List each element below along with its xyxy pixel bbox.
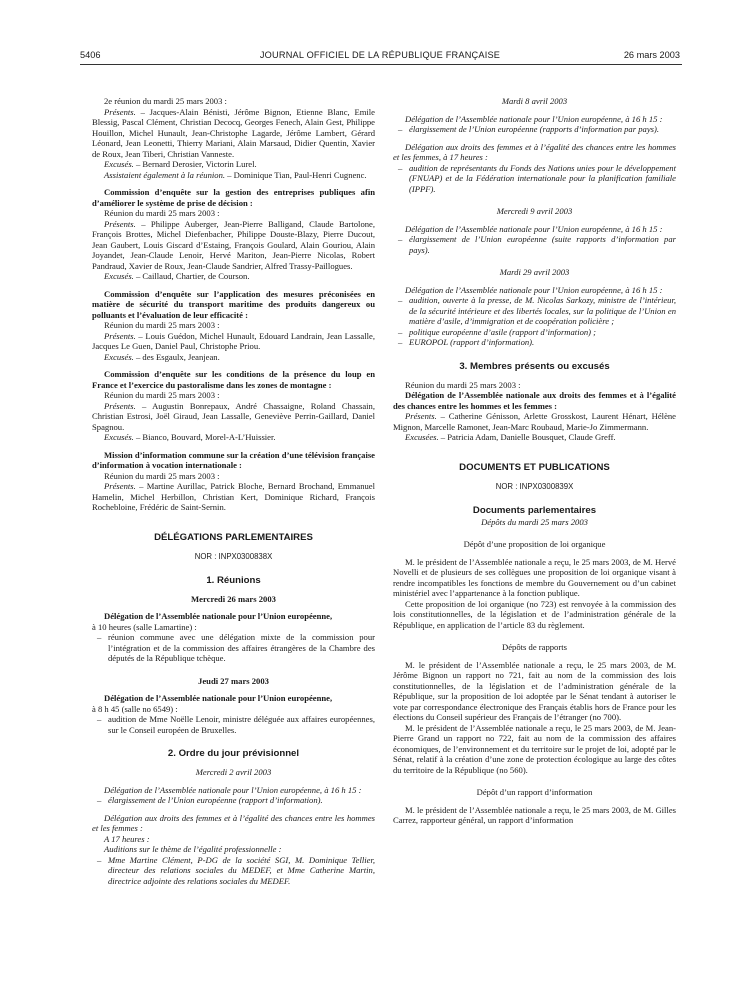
agenda-item: – élargissement de l’Union européenne (suite rapports d’information par pays).	[393, 234, 676, 255]
meeting-heading: Réunion du mardi 25 mars 2003 :	[104, 470, 220, 481]
deposit-paragraph: M. le président de l’Assemblée nationale a reçu, le 25 mars 2003, de M. Jérôme Bignon un rapport no 721, fait au nom de la commission des lois constitutionnelles, de la législation et de l’administration générale de la République, sur la proposition de loi adoptée par le Sénat tendant à autoriser le vote par correspondance électronique des Français établis hors de France pour les élections du Conseil supérieur des Français de l’étranger (no 700).	[393, 659, 676, 722]
deposit-heading: Dépôts de rapports	[502, 642, 567, 652]
deposit-heading: Dépôt d’un rapport d’information	[476, 787, 593, 797]
issue-date: 26 mars 2003	[623, 50, 680, 60]
date-heading: Mercredi 2 avril 2003	[195, 767, 272, 777]
attendees-excused: Excusés. – des Esgaulx, Jeanjean.	[104, 351, 220, 362]
subsection-heading: 2. Ordre du jour prévisionnel	[167, 748, 300, 759]
agenda-item: – élargissement de l’Union européenne (rapport d’information).	[92, 795, 375, 806]
hearing-topic: Auditions sur le thème de l’égalité professionnelle :	[104, 844, 282, 854]
agenda-item: – EUROPOL (rapport d’information).	[393, 337, 676, 348]
page-header	[80, 50, 680, 64]
agenda-item: – audition, ouverte à la presse, de M. Nicolas Sarkozy, ministre de l’intérieur, de la sécurité intérieure et des libertés locales, sur la politique de l’Union en matière d’asile, d’immigration et de coopération policière ;	[393, 295, 676, 327]
deposit-paragraph: Cette proposition de loi organique (no 723) est renvoyée à la commission des lois constitutionnelles, de la législation et de l’administration générale de la République, en application de l’article 83 du règlement.	[393, 598, 676, 630]
date-heading: Jeudi 27 mars 2003	[198, 675, 269, 686]
attendees-present: Présents. – Catherine Génisson, Arlette Grosskost, Laurent Hénart, Hélène Mignon, Marcelle Ramonet, Jean-Marc Roubaud, Marie-Jo Zimmermann.	[393, 411, 676, 432]
attendees-present: Présents. – Martine Aurillac, Patrick Bloche, Bernard Brochand, Emmanuel Hamelin, Michel Herbillon, Christian Kert, Dominique Richard, François Rochebloine, Frédéric de Saint-Sernin.	[92, 481, 375, 512]
attendees-present: Présents. – Jacques-Alain Bénisti, Jérôme Bignon, Etienne Blanc, Emile Blessig, Pascal Clément, Christian Decocq, Georges Fenech, Alain Gest, Philippe Houillon, Michel Hunault, Jean-Christophe Lagarde, Jérôme Lambert, Gérard Léonard, Jean Leonetti, Thierry Mariani, Alain Marsaud, Didier Quentin, Xavier de Roux, Jean Tiberi, Christian Vanneste.	[92, 106, 375, 159]
deposit-paragraph: M. le président de l’Assemblée nationale a reçu, le 25 mars 2003, de M. Hervé Novelli et de plusieurs de ses collègues une proposition de loi organique visant à rendre incompatibles les fonctions de membre du Gouvernement ou d’un cabinet ministériel avec l’appartenance à la fonction publique.	[393, 556, 676, 598]
subsection-heading: 3. Membres présents ou excusés	[459, 360, 610, 372]
nor-reference: NOR : INPX0300839X	[495, 481, 574, 491]
subsection-heading: Documents parlementaires	[472, 504, 597, 516]
nor-reference: NOR : INPX0300838X	[194, 551, 273, 561]
delegation-title: Délégation de l’Assemblée nationale pour l’Union européenne,	[104, 693, 333, 703]
attendees-also: Assistaient également à la réunion. – Dominique Tian, Paul-Henri Cugnenc.	[104, 169, 367, 180]
meeting-time: à 8 h 45 (salle no 6549) :	[92, 703, 178, 714]
meeting-heading: Réunion du mardi 25 mars 2003 :	[405, 379, 521, 390]
delegation-title: Délégation de l’Assemblée nationale pour l’Union européenne, à 16 h 15 :	[405, 113, 663, 124]
date-heading: Mardi 8 avril 2003	[501, 96, 568, 106]
delegation-title: Délégation de l’Assemblée nationale pour l’Union européenne,	[104, 611, 333, 621]
agenda-item: – Mme Martine Clément, P-DG de la société SGI, M. Dominique Tellier, directeur des relations sociales du MEDEF, et Mme Catherine Martin, directrice adjointe des relations sociales du MEDEF.	[92, 855, 375, 887]
date-heading: Mercredi 26 mars 2003	[191, 593, 276, 604]
section-heading: DÉLÉGATIONS PARLEMENTAIRES	[154, 531, 313, 543]
delegation-title: Délégation de l’Assemblée nationale pour l’Union européenne, à 16 h 15 :	[104, 784, 362, 795]
agenda-item: – audition de Mme Noëlle Lenoir, ministre déléguée aux affaires européennes, sur le Conseil européen de Bruxelles.	[92, 714, 375, 735]
meeting-time: A 17 heures :	[104, 833, 150, 844]
delegation-title: Délégation aux droits des femmes et à l’égalité des chances entre les hommes et les femmes :	[92, 812, 375, 833]
journal-title: JOURNAL OFFICIEL DE LA RÉPUBLIQUE FRANÇAISE	[259, 50, 501, 60]
agenda-item: – audition de représentants du Fonds des Nations unies pour le développement (FNUAP) et de la Fédération internationale pour la planification familiale (IPPF).	[393, 163, 676, 195]
commission-title: Commission d’enquête sur les conditions de la présence du loup en France et l’exercice du pastoralisme dans les zones de montagne :	[92, 369, 375, 390]
right-column	[393, 96, 676, 826]
meeting-heading: 2e réunion du mardi 25 mars 2003 :	[104, 96, 227, 106]
attendees-excused: Excusés. – Bianco, Bouvard, Morel-A-L’Huissier.	[104, 432, 276, 442]
header-rule	[80, 64, 682, 65]
meeting-heading: Réunion du mardi 25 mars 2003 :	[104, 208, 220, 218]
deposit-heading: Dépôt d’une proposition de loi organique	[463, 539, 606, 549]
left-column	[92, 96, 375, 886]
agenda-item: – politique européenne d’asile (rapport d’information) ;	[393, 327, 676, 338]
attendees-present: Présents. – Philippe Auberger, Jean-Pierre Balligand, Claude Bartolone, François Brottes, Michel Diefenbacher, Philippe Douste-Blazy, Pierre Ducout, Jean Gaubert, Louis Giscard d’Estaing, François Goulard, Alain Gouriou, Alain Joyandet, Jean-Claude Lenoir, Hervé Mariton, Jean-Pierre Nicolas, Robert Pandraud, Xavier de Roux, Jean-Claude Sandrier, Alfred Trassy-Paillogues.	[92, 218, 375, 271]
attendees-present: Présents. – Augustin Bonrepaux, André Chassaigne, Roland Chassain, Christian Estrosi, Joël Giraud, Jean Lassalle, Geneviève Perrin-Gaillard, Daniel Spagnou.	[92, 400, 375, 432]
subsection-heading: 1. Réunions	[206, 574, 261, 586]
agenda-item: – réunion commune avec une délégation mixte de la commission pour l’intégration et de la commission des affaires étrangères de la Chambre des députés de la République tchèque.	[92, 632, 375, 664]
commission-title: Commission d’enquête sur l’application des mesures préconisées en matière de sécurité du transport maritime des produits dangereux ou polluants et l’évaluation de leur efficacité :	[92, 288, 375, 320]
attendees-excused: Excusées. – Patricia Adam, Danielle Bousquet, Claude Greff.	[405, 432, 616, 442]
delegation-title: Délégation de l’Assemblée nationale pour l’Union européenne, à 16 h 15 :	[405, 223, 663, 234]
page-number: 5406	[80, 50, 101, 60]
attendees-present: Présents. – Louis Guédon, Michel Hunault, Edouard Landrain, Jean Lassalle, Jacques Le Guen, Daniel Paul, Christophe Priou.	[92, 330, 375, 351]
deposit-paragraph: M. le président de l’Assemblée nationale a reçu, le 25 mars 2003, de M. Gilles Carrez, rapporteur général, un rapport d’information	[393, 804, 676, 825]
deposit-paragraph: M. le président de l’Assemblée nationale a reçu, le 25 mars 2003, de M. Jean-Pierre Grand un rapport no 722, fait au nom de la commission des affaires économiques, de l’environnement et du territoire sur le projet de loi, adopté par le Sénat, relatif à la création d’une zone de protection écologique au large des côtes du territoire de la République (no 560).	[393, 722, 676, 775]
attendees-excused: Excusés. – Caillaud, Chartier, de Courson.	[104, 271, 250, 281]
delegation-title: Délégation aux droits des femmes et à l’égalité des chances entre les hommes et les femmes, à 17 heures :	[393, 141, 676, 162]
attendees-excused: Excusés. – Bernard Derosier, Victorin Lurel.	[104, 159, 257, 169]
mission-title: Mission d’information commune sur la création d’une télévision française d’information à vocation internationale :	[92, 449, 375, 470]
agenda-item: – élargissement de l’Union européenne (rapports d’information par pays).	[393, 124, 676, 135]
meeting-time: à 10 heures (salle Lamartine) :	[92, 621, 197, 632]
delegation-title: Délégation de l’Assemblée nationale aux droits des femmes et à l’égalité des chances entre les hommes et les femmes :	[393, 390, 676, 411]
date-heading: Mardi 29 avril 2003	[499, 267, 570, 277]
deposit-date: Dépôts du mardi 25 mars 2003	[481, 516, 588, 527]
meeting-heading: Réunion du mardi 25 mars 2003 :	[104, 320, 220, 330]
date-heading: Mercredi 9 avril 2003	[496, 206, 573, 216]
delegation-title: Délégation de l’Assemblée nationale pour l’Union européenne, à 16 h 15 :	[405, 284, 663, 295]
meeting-heading: Réunion du mardi 25 mars 2003 :	[104, 390, 220, 400]
section-heading: DOCUMENTS ET PUBLICATIONS	[459, 461, 610, 473]
commission-title: Commission d’enquête sur la gestion des entreprises publiques afin d’améliorer le système de prise de décision :	[92, 187, 375, 208]
